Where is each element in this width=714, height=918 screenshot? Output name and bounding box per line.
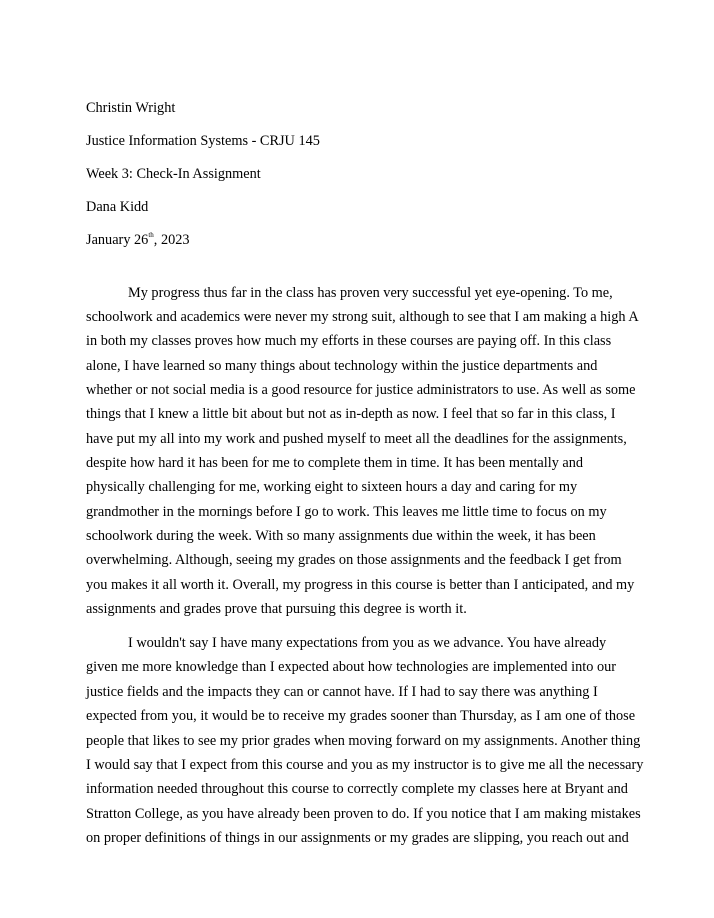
paragraph-2-line: people that likes to see my prior grades when moving forward on my assignments. Another thing bbox=[86, 733, 641, 749]
paragraph-1-line: My progress thus far in the class has proven very successful yet eye-opening. To me, bbox=[128, 285, 613, 301]
student-name: Christin Wright bbox=[86, 100, 176, 116]
paragraph-2-line: expected from you, it would be to receive my grades sooner than Thursday, as I am one of those bbox=[86, 708, 636, 724]
paragraph-1-line: whether or not social media is a good resource for justice administrators to use. As well as some bbox=[86, 382, 636, 398]
paragraph-1-line: physically challenging for me, working eight to sixteen hours a day and caring for my bbox=[86, 479, 578, 495]
paragraph-2-line: justice fields and the impacts they can or cannot have. If I had to say there was anything I bbox=[86, 684, 598, 700]
paragraph-2-line: on proper definitions of things in our assignments or my grades are slipping, you reach out and bbox=[86, 830, 629, 846]
date-ordinal: th bbox=[148, 231, 154, 240]
paragraph-2-line: Stratton College, as you have already been proven to do. If you notice that I am making mistakes bbox=[86, 806, 641, 822]
date-prefix: January 26 bbox=[86, 232, 149, 248]
paragraph-1-line: schoolwork and academics were never my strong suit, although to see that I am making a high A bbox=[86, 309, 639, 325]
paragraph-1-line: schoolwork during the week. With so many assignments due within the week, it has been bbox=[86, 528, 596, 544]
paragraph-2-line: I would say that I expect from this course and you as my instructor is to give me all the necessary bbox=[86, 757, 644, 773]
paragraph-1-line: in both my classes proves how much my efforts in these courses are paying off. In this class bbox=[86, 333, 612, 349]
paragraph-1-line: despite how hard it has been for me to complete them in time. It has been mentally and bbox=[86, 455, 584, 471]
paragraph-1-line: things that I knew a little bit about but not as in-depth as now. I feel that so far in this class, I bbox=[86, 406, 616, 422]
instructor-name: Dana Kidd bbox=[86, 199, 149, 215]
assignment-title: Week 3: Check-In Assignment bbox=[86, 166, 261, 182]
paragraph-1-line: have put my all into my work and pushed myself to meet all the deadlines for the assignments, bbox=[86, 431, 627, 447]
document-date bbox=[86, 232, 190, 249]
paragraph-1-line: overwhelming. Although, seeing my grades on those assignments and the feedback I get from bbox=[86, 552, 622, 568]
paragraph-1-line: you makes it all worth it. Overall, my progress in this course is better than I anticipated, and my bbox=[86, 577, 635, 593]
paragraph-1-line: grandmother in the mornings before I go to work. This leaves me little time to focus on my bbox=[86, 504, 607, 520]
course-title: Justice Information Systems - CRJU 145 bbox=[86, 133, 320, 149]
paragraph-2-line: given me more knowledge than I expected about how technologies are implemented into our bbox=[86, 659, 617, 675]
paragraph-1-line: alone, I have learned so many things about technology within the justice departments and bbox=[86, 358, 598, 374]
paragraph-2-line: information needed throughout this course to correctly complete my classes here at Bryant and bbox=[86, 781, 628, 797]
paragraph-1-line: assignments and grades prove that pursuing this degree is worth it. bbox=[86, 601, 467, 617]
date-suffix: , 2023 bbox=[153, 232, 190, 248]
paragraph-2-line: I wouldn't say I have many expectations from you as we advance. You have already bbox=[128, 635, 607, 651]
